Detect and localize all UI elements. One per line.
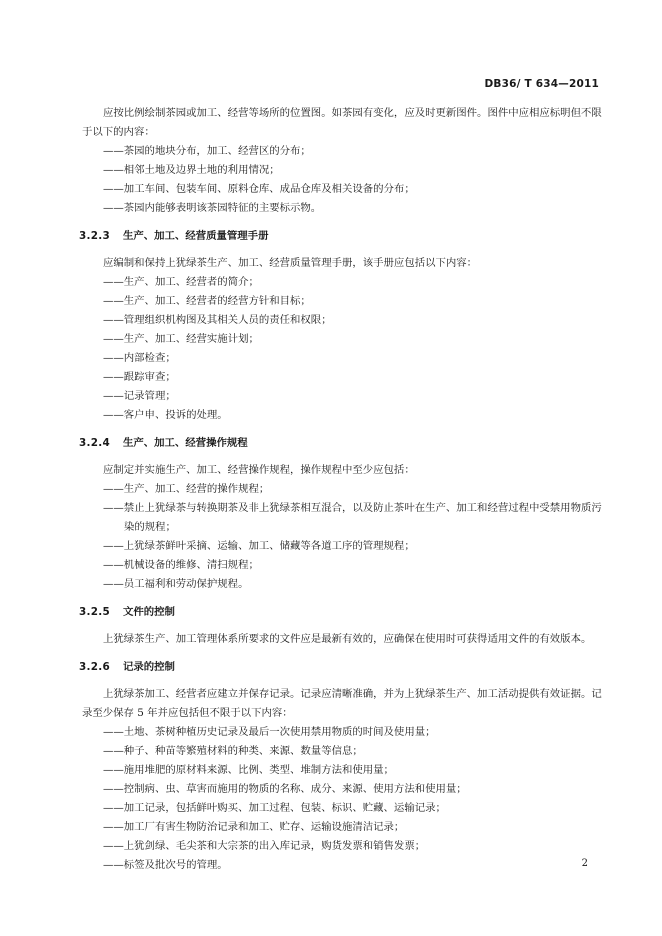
list-item: ——内部检查； <box>103 352 176 364</box>
section-title: 生产、加工、经营质量管理手册 <box>123 230 269 242</box>
section-number: 3.2.4 <box>79 437 111 449</box>
list-item: ——标签及批次号的管理。 <box>103 859 228 871</box>
list-item: ——茶园的地块分布，加工、经营区的分布； <box>103 145 311 157</box>
section-paragraph: 上犹绿茶加工、经营者应建立并保存记录。记录应清晰准确，并为上犹绿茶生产、加工活动提供有效证据。记录至少保存 5 年并应包括但不限于以下内容： <box>82 688 602 719</box>
page-number: 2 <box>581 858 588 869</box>
section-paragraph: 上犹绿茶生产、加工管理体系所要求的文件应是最新有效的，应确保在使用时可获得适用文件的有效版本。 <box>103 633 592 645</box>
list-item: ——生产、加工、经营者的经营方针和目标； <box>103 295 311 307</box>
list-item: ——机械设备的维修、清扫规程； <box>103 559 259 571</box>
document-body <box>79 104 602 875</box>
list-item: ——加工车间、包装车间、原料仓库、成品仓库及相关设备的分布； <box>103 183 415 195</box>
list-item: ——茶园内能够表明该茶园特征的主要标示物。 <box>103 202 322 214</box>
document-code: DB36/ T 634—2011 <box>484 78 599 90</box>
section-heading <box>79 434 602 453</box>
section-paragraph: 应编制和保持上犹绿茶生产、加工、经营质量管理手册，该手册应包括以下内容： <box>103 257 478 269</box>
list-item: ——生产、加工、经营实施计划； <box>103 333 259 345</box>
list-item: ——加工厂有害生物防治记录和加工、贮存、运输设施清洁记录； <box>103 821 405 833</box>
list-item: ——跟踪审查； <box>103 371 176 383</box>
list-item: ——上犹剑绿、毛尖茶和大宗茶的出入库记录，购货发票和销售发票； <box>103 840 426 852</box>
section-heading <box>79 603 602 622</box>
list-item: ——控制病、虫、草害而施用的物质的名称、成分、来源、使用方法和使用量； <box>103 783 467 795</box>
list-item: ——相邻土地及边界土地的利用情况； <box>103 164 280 176</box>
list-item: ——生产、加工、经营者的简介； <box>103 276 259 288</box>
section-number: 3.2.6 <box>79 661 111 673</box>
section-paragraph: 应制定并实施生产、加工、经营操作规程，操作规程中至少应包括： <box>103 464 415 476</box>
list-item: ——管理组织机构图及其相关人员的责任和权限； <box>103 314 332 326</box>
section-title: 生产、加工、经营操作规程 <box>123 437 248 449</box>
section-title: 文件的控制 <box>123 606 175 618</box>
intro-paragraph: 应按比例绘制茶园或加工、经营等场所的位置图。如茶园有变化，应及时更新图件。图件中应相应标明但不限于以下的内容： <box>82 107 602 138</box>
list-item: ——禁止上犹绿茶与转换期茶及非上犹绿茶相互混合，以及防止茶叶在生产、加工和经营过程中受禁用物质污染的规程； <box>103 502 602 533</box>
section-number: 3.2.5 <box>79 606 111 618</box>
section-heading <box>79 227 602 246</box>
list-item: ——上犹绿茶鲜叶采摘、运输、加工、储藏等各道工序的管理规程； <box>103 540 415 552</box>
list-item: ——加工记录，包括鲜叶购买、加工过程、包装、标识、贮藏、运输记录； <box>103 802 446 814</box>
list-item: ——土地、茶树种植历史记录及最后一次使用禁用物质的时间及使用量； <box>103 726 436 738</box>
list-item: ——种子、种苗等繁殖材料的种类、来源、数量等信息； <box>103 745 363 757</box>
section-title: 记录的控制 <box>123 661 175 673</box>
list-item: ——施用堆肥的原材料来源、比例、类型、堆制方法和使用量； <box>103 764 394 776</box>
list-item: ——生产、加工、经营的操作规程； <box>103 483 270 495</box>
section-heading <box>79 658 602 677</box>
list-item: ——记录管理； <box>103 390 176 402</box>
list-item: ——员工福利和劳动保护规程。 <box>103 578 249 590</box>
section-number: 3.2.3 <box>79 230 111 242</box>
list-item: ——客户申、投诉的处理。 <box>103 409 228 421</box>
